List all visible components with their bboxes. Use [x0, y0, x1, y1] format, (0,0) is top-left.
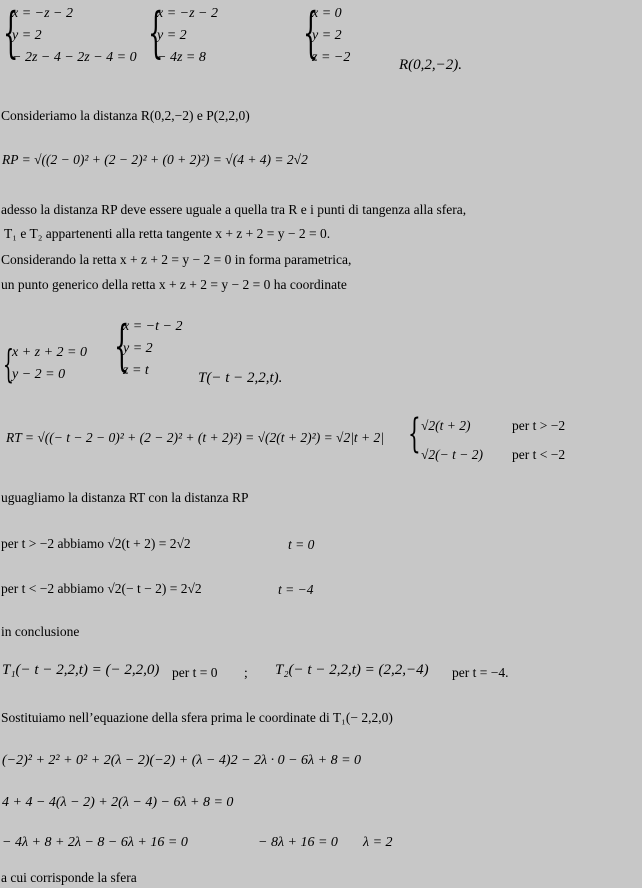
eq-row: z = t	[123, 363, 149, 378]
formula-line: 4 + 4 − 4(λ − 2) + 2(λ − 4) − 6λ + 8 = 0	[2, 795, 234, 810]
eq-row: y − 2 = 0	[12, 367, 66, 382]
formula-part: − 4λ + 8 + 2λ − 8 − 6λ + 16 = 0	[2, 835, 188, 850]
text-line: Sostituiamo nell’equazione della sfera prima le coordinate di T₁(− 2,2,0)	[1, 710, 393, 725]
text-line: Considerando la retta x + z + 2 = y − 2 = 0 in forma parametrica,	[1, 252, 352, 267]
eq-row: x = 0	[312, 6, 342, 21]
eq-row: z = −2	[312, 50, 351, 65]
result: t = 0	[288, 537, 315, 552]
brace: {	[3, 1, 19, 64]
formula-part: per t = 0	[172, 665, 218, 680]
result: t = −4	[278, 582, 314, 597]
case-1: √2(t + 2)	[421, 418, 471, 433]
case-2-cond: per t < −2	[512, 447, 566, 462]
formula-part: λ = 2	[363, 835, 393, 850]
eq-row: y = 2	[157, 28, 187, 43]
eq-row: x + z + 2 = 0	[12, 345, 88, 360]
brace: {	[303, 1, 319, 64]
formula-part: T₁(− t − 2,2,t) = (− 2,2,0)	[2, 662, 160, 678]
eq-row: x = −z − 2	[12, 6, 74, 21]
text-line: a cui corrisponde la sfera	[1, 870, 137, 885]
brace-icon: {	[408, 411, 421, 457]
brace: {	[148, 1, 164, 64]
eq-row: y = 2	[312, 28, 342, 43]
eq-row: y = 2	[123, 341, 153, 356]
text-line: per t < −2 abbiamo √2(− t − 2) = 2√2	[1, 581, 202, 596]
formula-line: RT = √((− t − 2 − 0)² + (2 − 2)² + (t + 2)²) = √(2(t + 2)²) = √2|t + 2|	[6, 430, 384, 445]
case-1-cond: per t > −2	[512, 418, 566, 433]
formula-part: T₂(− t − 2,2,t) = (2,2,−4)	[275, 662, 429, 678]
eq-row: x = −t − 2	[123, 319, 183, 334]
formula-line: RP = √((2 − 0)² + (2 − 2)² + (0 + 2)²) = √(4 + 4) = 2√2	[2, 152, 308, 167]
eq-row: x = −z − 2	[157, 6, 219, 21]
eq-row: y = 2	[12, 28, 42, 43]
text-line: adesso la distanza RP deve essere uguale a quella tra R e i punti di tangenza alla sfera,	[1, 202, 467, 217]
point-t: T(− t − 2,2,t).	[198, 370, 283, 386]
formula-line: (−2)² + 2² + 0² + 2(λ − 2)(−2) + (λ − 4)2 − 2λ · 0 − 6λ + 8 = 0	[2, 753, 362, 768]
formula-part: ;	[244, 665, 248, 680]
eq-row: − 2z − 4 − 2z − 4 = 0	[12, 50, 137, 65]
brace: {	[114, 314, 130, 377]
text-line: T₁ e T₂ appartenenti alla retta tangente x + z + 2 = y − 2 = 0.	[4, 226, 331, 241]
eq-row: − 4z = 8	[157, 50, 206, 65]
text-line: un punto generico della retta x + z + 2 = y − 2 = 0 ha coordinate	[1, 277, 347, 292]
formula-part: − 8λ + 16 = 0	[258, 835, 338, 850]
text-line: in conclusione	[1, 624, 80, 639]
text-line: per t > −2 abbiamo √2(t + 2) = 2√2	[1, 536, 191, 551]
point-r: R(0,2,−2).	[399, 57, 463, 73]
text-line: uguagliamo la distanza RT con la distanza RP	[1, 490, 249, 505]
brace: {	[3, 342, 14, 386]
formula-part: per t = −4.	[452, 665, 509, 680]
case-2: √2(− t − 2)	[421, 447, 483, 462]
text-line: Consideriamo la distanza R(0,2,−2) e P(2,2,0)	[1, 108, 250, 123]
